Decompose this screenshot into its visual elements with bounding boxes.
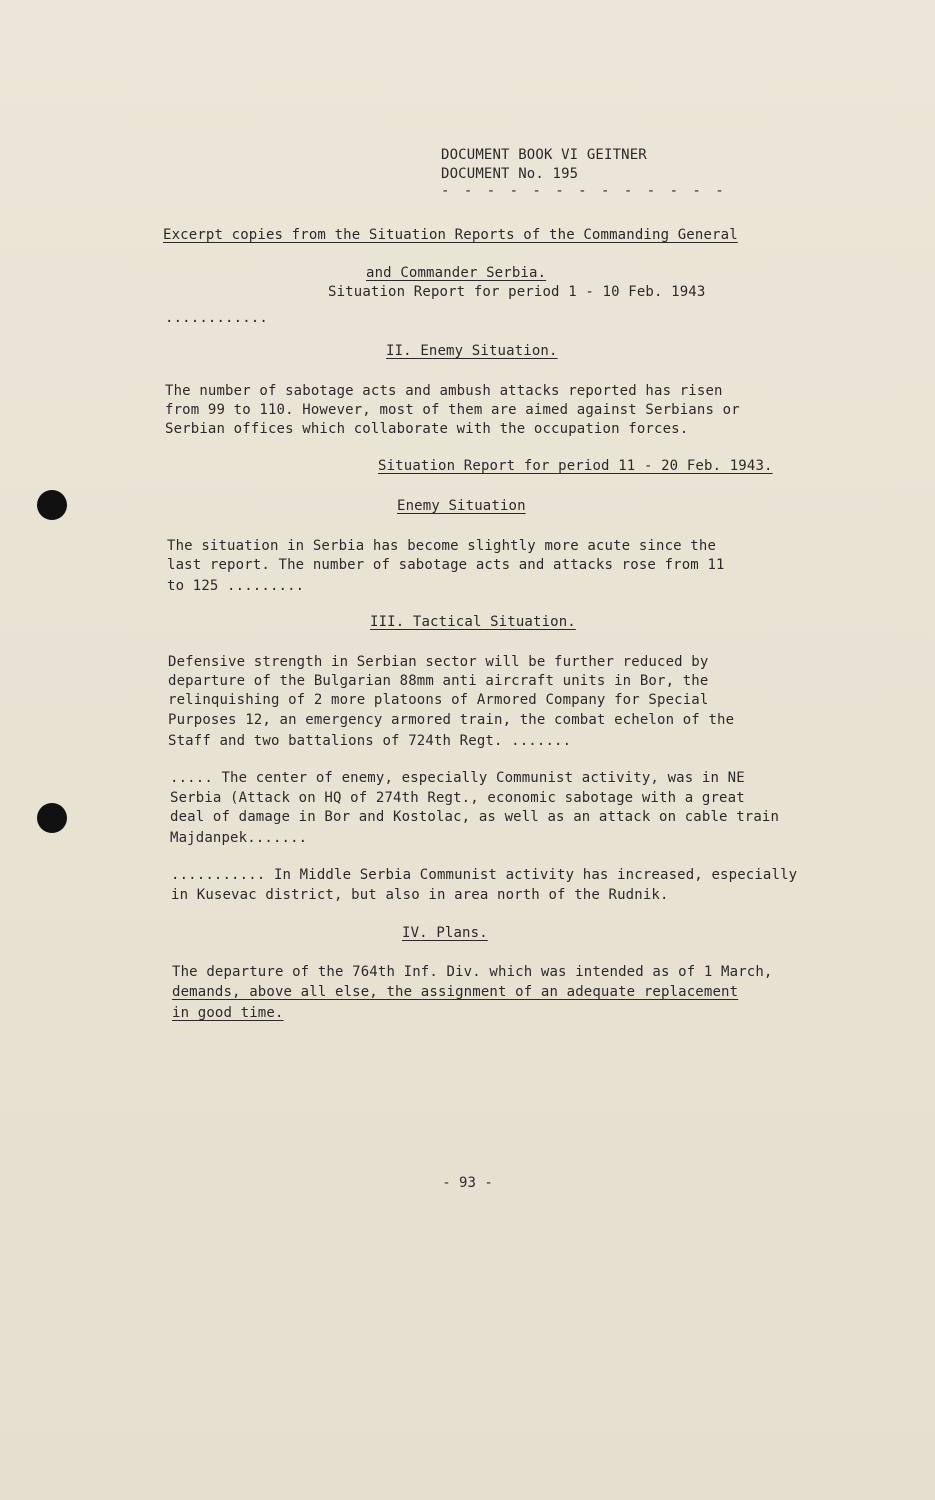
paragraph-line: The departure of the 764th Inf. Div. which was intended as of 1 March, bbox=[172, 964, 773, 980]
paragraph-line: Defensive strength in Serbian sector will be further reduced by bbox=[168, 654, 709, 670]
paragraph-line: ........... In Middle Serbia Communist activity has increased, especially bbox=[171, 867, 798, 883]
paragraph-line: in good time. bbox=[172, 1005, 284, 1021]
doc-book-line: DOCUMENT BOOK VI GEITNER bbox=[441, 147, 647, 163]
paragraph-line: to 125 ......... bbox=[167, 578, 305, 594]
section-heading-enemy: II. Enemy Situation. bbox=[386, 343, 558, 359]
paragraph-line: demands, above all else, the assignment of an adequate replacement bbox=[172, 984, 739, 1000]
title-line-2: and Commander Serbia. bbox=[366, 265, 547, 281]
paragraph-line: Staff and two battalions of 724th Regt. ....... bbox=[168, 733, 572, 749]
paragraph-line: Serbian offices which collaborate with the occupation forces. bbox=[165, 421, 689, 437]
paragraph-line: ..... The center of enemy, especially Communist activity, was in NE bbox=[170, 770, 745, 786]
paragraph-line: Purposes 12, an emergency armored train, the combat echelon of the bbox=[168, 712, 735, 728]
paragraph-line: from 99 to 110. However, most of them are aimed against Serbians or bbox=[165, 402, 740, 418]
paragraph-line: in Kusevac district, but also in area north of the Rudnik. bbox=[171, 887, 669, 903]
ellipsis: ............ bbox=[165, 310, 268, 326]
paragraph-line: Majdanpek....... bbox=[170, 830, 308, 846]
paragraph-line: relinquishing of 2 more platoons of Armored Company for Special bbox=[168, 692, 709, 708]
paragraph-line: The number of sabotage acts and ambush attacks reported has risen bbox=[165, 383, 723, 399]
doc-number-line: DOCUMENT No. 195 bbox=[441, 166, 579, 182]
title-line-1: Excerpt copies from the Situation Reports of the Commanding General bbox=[163, 227, 738, 243]
paragraph-line: last report. The number of sabotage acts and attacks rose from 11 bbox=[167, 557, 725, 573]
paragraph-line: The situation in Serbia has become slightly more acute since the bbox=[167, 538, 717, 554]
punch-hole bbox=[37, 490, 67, 520]
section-heading-plans: IV. Plans. bbox=[402, 925, 488, 941]
section-heading-tactical: III. Tactical Situation. bbox=[370, 614, 576, 630]
paragraph-line: departure of the Bulgarian 88mm anti aircraft units in Bor, the bbox=[168, 673, 709, 689]
page-number: - 93 - bbox=[442, 1175, 493, 1191]
title-line-3: Situation Report for period 1 - 10 Feb. 1943 bbox=[328, 284, 706, 300]
paragraph-line: deal of damage in Bor and Kostolac, as well as an attack on cable train bbox=[170, 809, 780, 825]
punch-hole bbox=[37, 803, 67, 833]
paragraph-line: Serbia (Attack on HQ of 274th Regt., economic sabotage with a great bbox=[170, 790, 745, 806]
section-subheading-enemy: Enemy Situation bbox=[397, 498, 526, 514]
header-rule: - - - - - - - - - - - - - bbox=[441, 183, 727, 199]
section-heading-report-2: Situation Report for period 11 - 20 Feb. 1943. bbox=[378, 458, 773, 474]
